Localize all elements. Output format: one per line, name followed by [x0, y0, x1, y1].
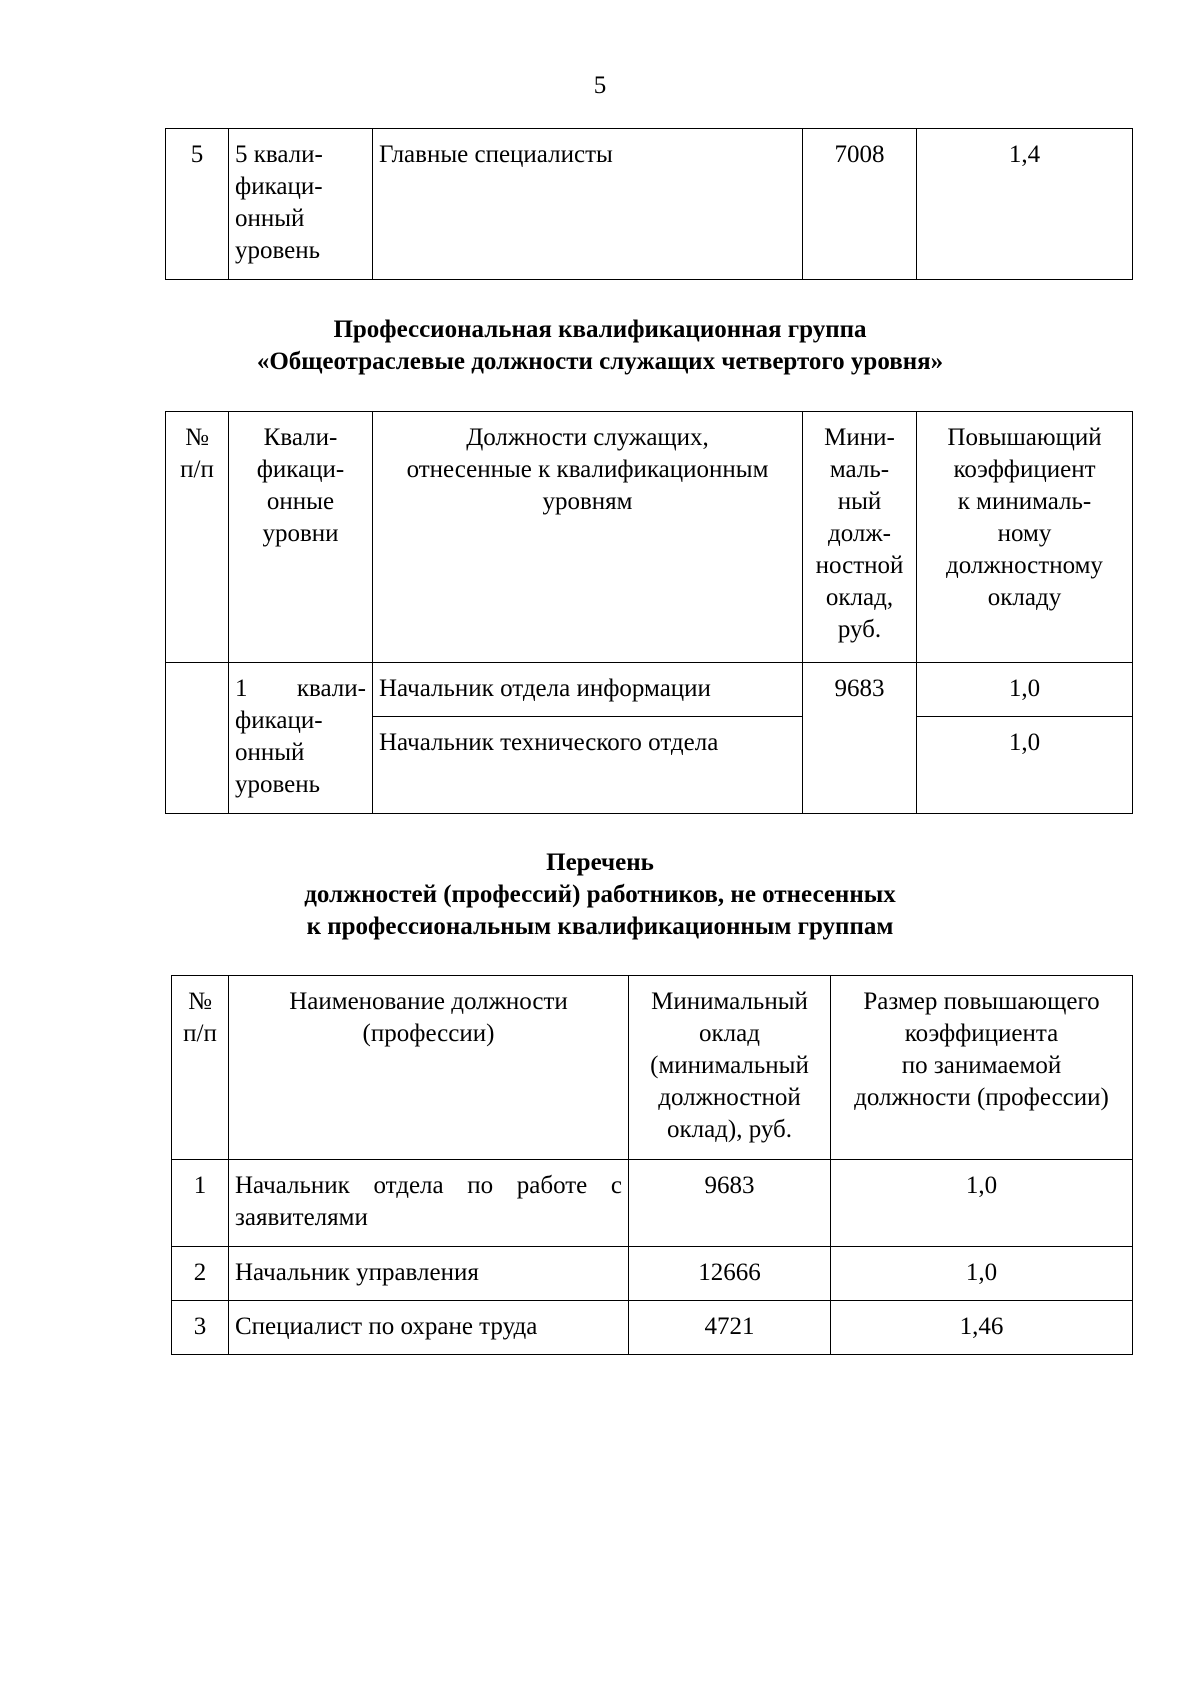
- raising-coefficient: 1,0: [917, 663, 1133, 717]
- row-number-empty: [166, 663, 229, 814]
- list-heading-group: [0, 847, 1200, 943]
- table-row: [172, 1247, 1133, 1301]
- table-row: [172, 1160, 1133, 1247]
- position-name: Начальник отдела по работе с заявителями: [229, 1160, 629, 1247]
- header-salary: Мини- маль- ный долж- ностной оклад, руб.: [803, 412, 917, 663]
- header-num: № п/п: [166, 412, 229, 663]
- row-number: 1: [172, 1160, 229, 1247]
- min-salary: 7008: [803, 129, 917, 280]
- table-qualification-level-5: [165, 128, 1133, 280]
- position-name: Начальник управления: [229, 1247, 629, 1301]
- qualification-level: [229, 663, 373, 814]
- table-row: [166, 129, 1133, 280]
- section-heading-line1: Профессиональная квалификационная группа: [333, 316, 867, 343]
- header-name: Наименование должности (профессии): [229, 976, 629, 1160]
- position-name: Начальник технического отдела: [373, 717, 803, 814]
- position-name: Начальник отдела информации: [373, 663, 803, 717]
- level-rest: фикаци- онный уровень: [235, 707, 323, 798]
- list-heading-line2: должностей (профессий) работников, не отнесенных: [304, 881, 896, 908]
- list-heading-line3: к профессиональным квалификационным группам: [306, 913, 894, 940]
- table-other-positions: [171, 975, 1133, 1355]
- header-coefficient: Размер повышающего коэффициента по занимаемой должности (профессии): [831, 976, 1133, 1160]
- level-number: 1: [235, 675, 248, 702]
- qualification-level: 5 квали- фикаци- онный уровень: [229, 129, 373, 280]
- position-name: Специалист по охране труда: [229, 1301, 629, 1355]
- header-level: Квали- фикаци- онные уровни: [229, 412, 373, 663]
- row-number: 2: [172, 1247, 229, 1301]
- min-salary: 12666: [629, 1247, 831, 1301]
- header-coefficient: Повышающий коэффициент к минималь- ному должностному окладу: [917, 412, 1133, 663]
- table-fourth-level-positions: [165, 411, 1133, 814]
- row-number: 5: [166, 129, 229, 280]
- min-salary: 4721: [629, 1301, 831, 1355]
- table-header-row: [166, 412, 1133, 663]
- position-name: Главные специалисты: [373, 129, 803, 280]
- header-salary: Минимальный оклад (минимальный должностной оклад), руб.: [629, 976, 831, 1160]
- row-number: 3: [172, 1301, 229, 1355]
- raising-coefficient: 1,0: [831, 1247, 1133, 1301]
- section-heading-group: [0, 314, 1200, 378]
- raising-coefficient: 1,0: [917, 717, 1133, 814]
- header-position: Должности служащих, отнесенные к квалификационным уровням: [373, 412, 803, 663]
- table-row: [166, 663, 1133, 717]
- raising-coefficient: 1,4: [917, 129, 1133, 280]
- raising-coefficient: 1,46: [831, 1301, 1133, 1355]
- table-row: [172, 1301, 1133, 1355]
- level-word: квали-: [296, 675, 366, 702]
- raising-coefficient: 1,0: [831, 1160, 1133, 1247]
- section-heading-line2: «Общеотраслевые должности служащих четвертого уровня»: [256, 348, 944, 375]
- min-salary: 9683: [629, 1160, 831, 1247]
- page-number: 5: [593, 72, 607, 99]
- header-num: № п/п: [172, 976, 229, 1160]
- table-header-row: [172, 976, 1133, 1160]
- min-salary: 9683: [803, 663, 917, 814]
- list-heading-line1: Перечень: [546, 849, 654, 876]
